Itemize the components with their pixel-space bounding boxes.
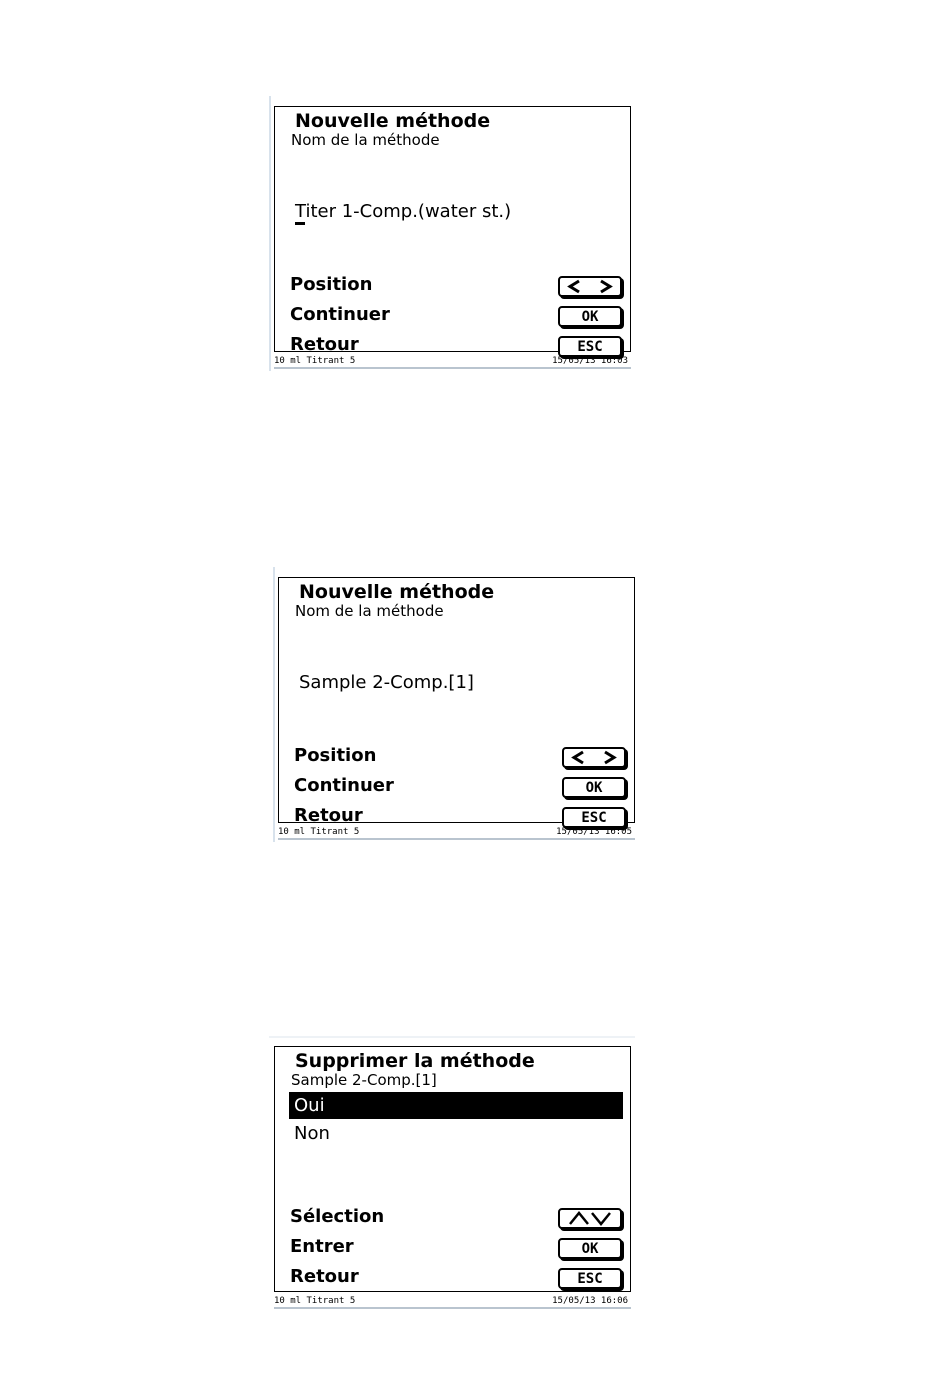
screen-delete-method bbox=[269, 1036, 635, 1311]
screen-edge bbox=[269, 96, 271, 371]
dialog-frame bbox=[274, 106, 631, 355]
method-name-text: iter 1-Comp.(water st.) bbox=[305, 201, 512, 222]
ok-key-button[interactable]: OK bbox=[558, 306, 622, 327]
back-label: Retour bbox=[290, 334, 359, 355]
screen-edge bbox=[273, 567, 275, 842]
ok-key-button[interactable]: OK bbox=[562, 777, 626, 798]
continue-label: Continuer bbox=[294, 775, 394, 796]
dialog-subtitle: Nom de la méthode bbox=[295, 602, 444, 620]
arrow-left-right-icon bbox=[566, 279, 614, 294]
continue-label: Continuer bbox=[290, 304, 390, 325]
position-key-button[interactable] bbox=[562, 747, 626, 768]
esc-key-button[interactable]: ESC bbox=[562, 807, 626, 828]
position-label: Position bbox=[294, 745, 377, 766]
option-no[interactable]: Non bbox=[294, 1123, 330, 1144]
arrow-up-down-icon bbox=[566, 1211, 614, 1226]
method-name: Sample 2-Comp.[1] bbox=[291, 1071, 437, 1089]
titrant-info: 10 ml Titrant 5 bbox=[278, 827, 360, 837]
option-yes[interactable]: Oui bbox=[289, 1092, 623, 1119]
screen-new-method-1 bbox=[269, 96, 635, 371]
arrow-left-right-icon bbox=[570, 750, 618, 765]
ok-key-button[interactable]: OK bbox=[558, 1238, 622, 1259]
status-bar bbox=[274, 354, 631, 369]
dialog-title: Nouvelle méthode bbox=[289, 110, 496, 132]
titrant-info: 10 ml Titrant 5 bbox=[274, 356, 356, 366]
position-label: Position bbox=[290, 274, 373, 295]
status-bar bbox=[278, 825, 635, 840]
dialog-frame bbox=[274, 1046, 631, 1292]
back-label: Retour bbox=[290, 1266, 359, 1287]
back-label: Retour bbox=[294, 805, 363, 826]
text-cursor-char: T bbox=[295, 201, 305, 225]
method-name-input[interactable] bbox=[295, 201, 511, 223]
titrant-info: 10 ml Titrant 5 bbox=[274, 1296, 356, 1306]
esc-key-button[interactable]: ESC bbox=[558, 1268, 622, 1289]
dialog-title: Supprimer la méthode bbox=[289, 1050, 541, 1072]
dialog-frame bbox=[278, 577, 635, 826]
esc-key-button[interactable]: ESC bbox=[558, 336, 622, 357]
screen-edge bbox=[269, 1036, 635, 1038]
position-key-button[interactable] bbox=[558, 276, 622, 297]
date-time: 15/05/13 16:03 bbox=[552, 356, 628, 366]
selection-key-button[interactable] bbox=[558, 1208, 622, 1229]
dialog-title: Nouvelle méthode bbox=[293, 581, 500, 603]
method-name-input[interactable]: Sample 2-Comp.[1] bbox=[299, 672, 474, 693]
date-time: 15/05/13 16:05 bbox=[556, 827, 632, 837]
status-bar bbox=[274, 1294, 631, 1309]
dialog-subtitle: Nom de la méthode bbox=[291, 131, 440, 149]
date-time: 15/05/13 16:06 bbox=[552, 1296, 628, 1306]
selection-label: Sélection bbox=[290, 1206, 385, 1227]
screen-new-method-2 bbox=[273, 567, 639, 842]
enter-label: Entrer bbox=[290, 1236, 354, 1257]
